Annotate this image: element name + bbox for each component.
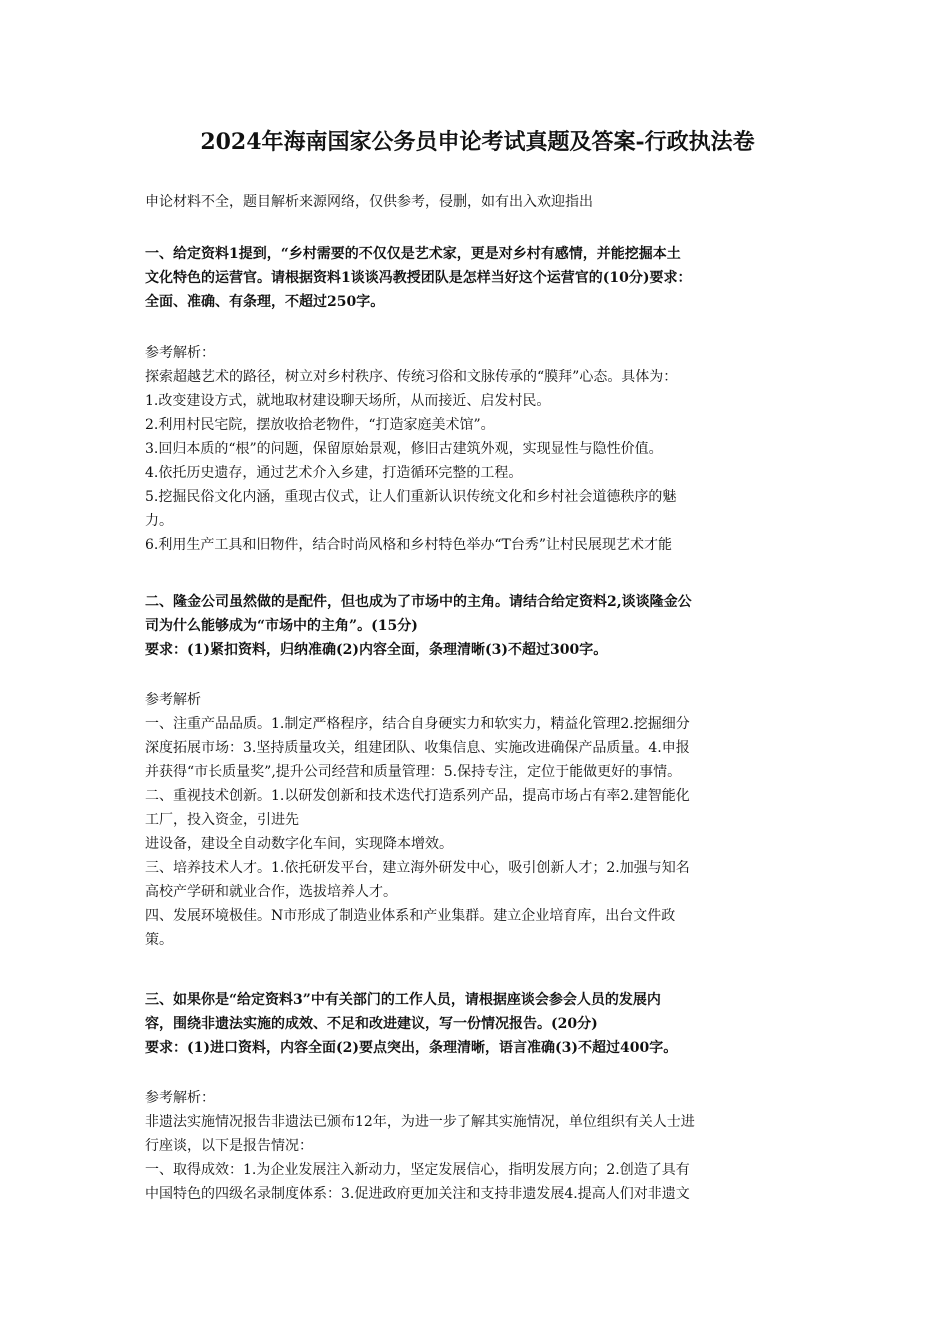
answer-3-line: 一、取得成效：1.为企业发展注入新动力，坚定发展信心，指明发展方向；2.创造了具有	[145, 1162, 690, 1178]
question-2-line: 二、隆金公司虽然做的是配件，但也成为了市场中的主角。请结合给定资料2,谈谈隆金公	[145, 594, 692, 610]
question-1-line: 全面、准确、有条理，不超过250字。	[145, 294, 385, 310]
answer-3-line: 中国特色的四级名录制度体系：3.促进政府更加关注和支持非遗发展4.提高人们对非遗文	[145, 1186, 690, 1202]
question-3-line: 三、如果你是“给定资料3”中有关部门的工作人员，请根据座谈会参会人员的发展内	[145, 992, 661, 1008]
answer-1-line: 6.利用生产工具和旧物件，结合时尚风格和乡村特色举办“T台秀”让村民展现艺术才能	[145, 537, 673, 553]
answer-1-line: 探索超越艺术的路径，树立对乡村秩序、传统习俗和文脉传承的“膜拜”心态。具体为：	[145, 369, 678, 385]
answer-2-line: 四、发展环境极佳。N市形成了制造业体系和产业集群。建立企业培育库，出台文件政	[145, 908, 676, 924]
answer-2-line: 高校产学研和就业合作，选拔培养人才。	[145, 884, 397, 900]
disclaimer-note	[145, 190, 810, 214]
answer-2-label: 参考解析	[145, 692, 201, 708]
answer-1	[145, 341, 810, 557]
question-2-line: 司为什么能够成为“市场中的主角”。(15分)	[145, 618, 418, 634]
question-1-line: 一、给定资料1提到，“乡村需要的不仅仅是艺术家，更是对乡村有感情，并能挖掘本土	[145, 246, 681, 262]
question-3	[145, 988, 810, 1060]
answer-2-line: 进设备，建设全自动数字化车间，实现降本增效。	[145, 836, 453, 852]
question-2	[145, 590, 810, 662]
document-title: 2024年海南国家公务员申论考试真题及答案-行政执法卷	[200, 129, 755, 155]
question-1	[145, 242, 810, 314]
question-1-line: 文化特色的运营官。请根据资料1谈谈冯教授团队是怎样当好这个运营官的(10分)要求：	[145, 270, 692, 286]
answer-2-line: 工厂，投入资金，引进先	[145, 812, 299, 828]
answer-2-line: 二、重视技术创新。1.以研发创新和技术迭代打造系列产品，提高市场占有率2.建智能化	[145, 788, 690, 804]
answer-2-line: 三、培养技术人才。1.依托研发平台，建立海外研发中心，吸引创新人才；2.加强与知名	[145, 860, 690, 876]
question-2-line: 要求：(1)紧扣资料，归纳准确(2)内容全面，条理清晰(3)不超过300字。	[145, 642, 608, 658]
disclaimer-text: 申论材料不全，题目解析来源网络，仅供参考，侵删，如有出入欢迎指出	[145, 194, 593, 210]
answer-1-label: 参考解析：	[145, 345, 215, 361]
answer-2	[145, 688, 810, 952]
answer-3-line: 非遗法实施情况报告非遗法已颁布12年，为进一步了解其实施情况，单位组织有关人士进	[145, 1114, 695, 1130]
answer-1-line: 4.依托历史遗存，通过艺术介入乡建，打造循环完整的工程。	[145, 465, 523, 481]
answer-2-line: 策。	[145, 932, 173, 948]
answer-1-line: 5.挖掘民俗文化内涵，重现古仪式，让人们重新认识传统文化和乡村社会道德秩序的魅	[145, 489, 677, 505]
question-3-line: 容，围绕非遗法实施的成效、不足和改进建议，写一份情况报告。(20分)	[145, 1016, 598, 1032]
answer-1-line: 3.回归本质的“根”的问题，保留原始景观，修旧古建筑外观，实现显性与隐性价值。	[145, 441, 663, 457]
question-3-line: 要求：(1)进口资料，内容全面(2)要点突出，条理清晰，语言准确(3)不超过400字。	[145, 1040, 678, 1056]
answer-2-line: 深度拓展市场：3.坚持质量攻关，组建团队、收集信息、实施改进确保产品质量。4.申报	[145, 740, 690, 756]
answer-1-line: 2.利用村民宅院，摆放收拾老物件，“打造家庭美术馆”。	[145, 417, 495, 433]
answer-2-line: 一、注重产品品质。1.制定严格程序，结合自身硬实力和软实力，精益化管理2.挖掘细分	[145, 716, 690, 732]
answer-2-line: 并获得“市长质量奖”,提升公司经营和质量管理：5.保持专注，定位于能做更好的事情。	[145, 764, 682, 780]
answer-3-label: 参考解析：	[145, 1090, 215, 1106]
answer-3-line: 行座谈，以下是报告情况：	[145, 1138, 313, 1154]
answer-1-line: 1.改变建设方式，就地取材建设聊天场所，从而接近、启发村民。	[145, 393, 551, 409]
answer-1-line: 力。	[145, 513, 173, 529]
answer-3	[145, 1086, 810, 1206]
